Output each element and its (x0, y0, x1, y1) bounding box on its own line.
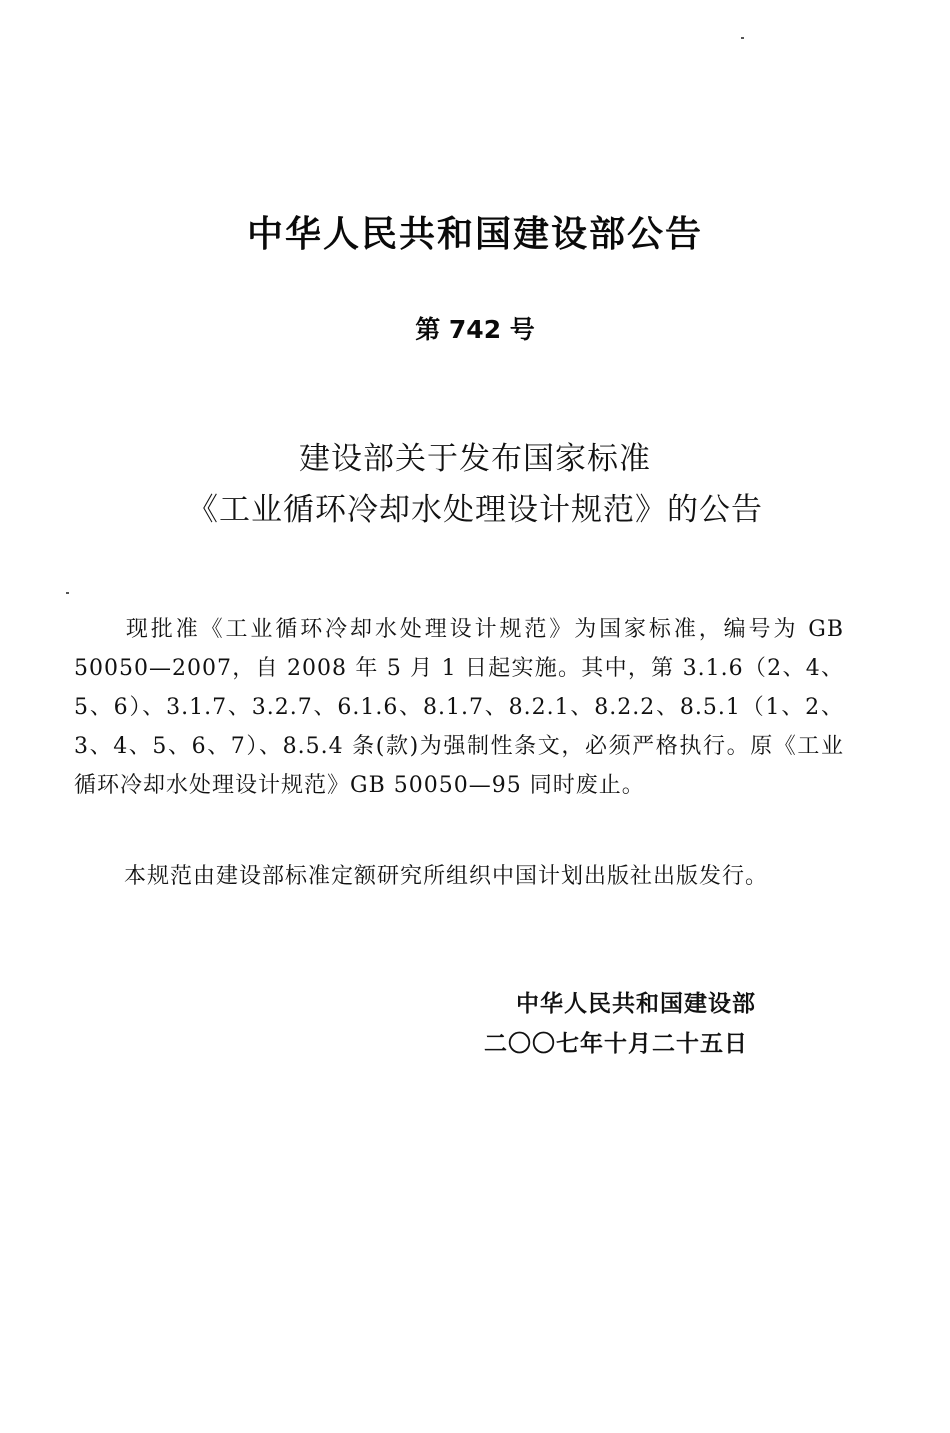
announcement-subtitle-line1: 建设部关于发布国家标准 (299, 441, 651, 477)
announcement-number: 第 742 号 (415, 315, 535, 344)
announcement-subtitle-line2: 《工业循环冷却水处理设计规范》的公告 (187, 492, 763, 528)
signature-organization: 中华人民共和国建设部 (516, 991, 756, 1017)
signature-date: 二〇〇七年十月二十五日 (484, 1031, 748, 1057)
scan-speck (741, 37, 744, 39)
body-paragraph-2-text: 本规范由建设部标准定额研究所组织中国计划出版社出版发行。 (124, 864, 769, 889)
announcement-title: 中华人民共和国建设部公告 (246, 214, 703, 255)
body-paragraph-1 (74, 610, 844, 805)
body-paragraph-1-text: 现批准《工业循环冷却水处理设计规范》为国家标准，编号为 GB 50050—2007，自 2008 年 5 月 1 日起实施。其中，第 3.1.6（2、4、5、6）、3.1.7、3.2.7、6.1.6、8.1.7、8.2.1、8.2.2、8.5.1（1、2、3、4、5、6、7）、8.5.4 条(款)为强制性条文，必须严格执行。原《工业循环冷却水处理设计规范》GB 50050—95 同时废止。 (74, 617, 844, 798)
body-paragraph-2 (74, 857, 844, 896)
scan-speck (66, 592, 69, 594)
